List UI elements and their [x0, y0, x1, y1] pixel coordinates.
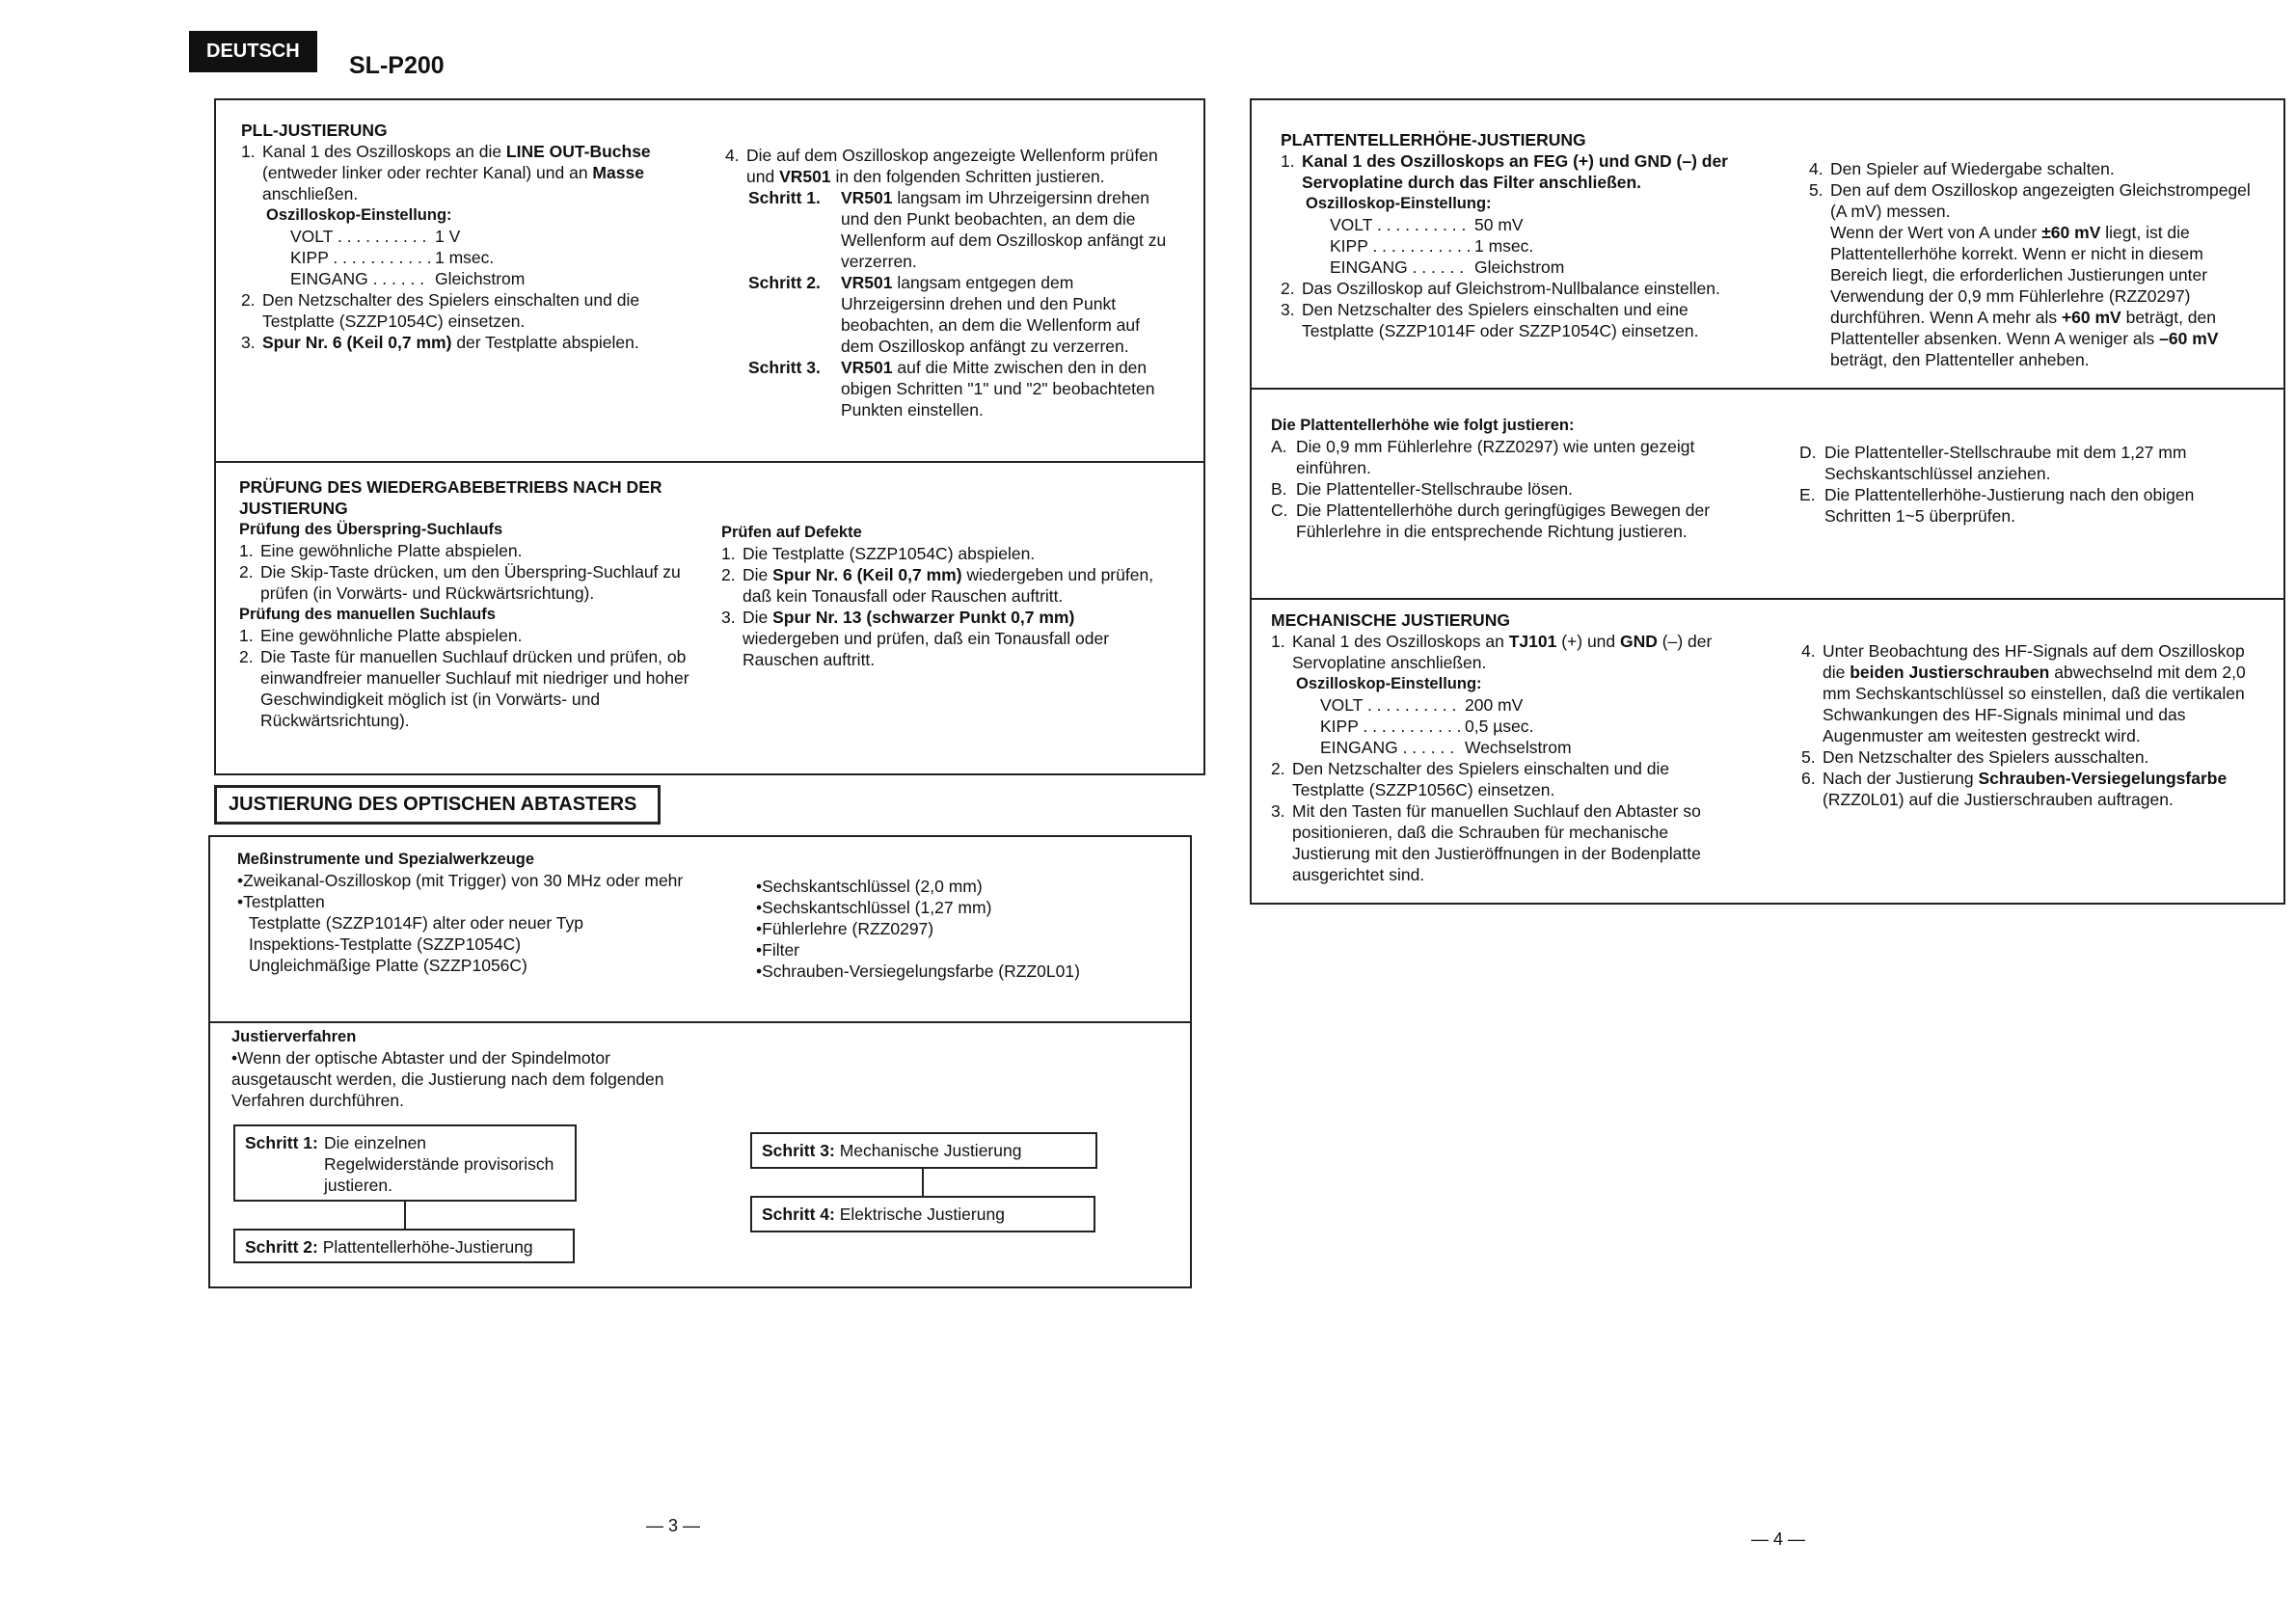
pruefung-sub1-item-2: 2. Die Skip-Taste drücken, um den Überspring-Suchlauf zu prüfen (in Vorwärts- und Rückwärtsrichtung). — [239, 562, 681, 603]
mech-item-5: 5. Den Netzschalter des Spielers ausschalten. — [1801, 747, 2149, 767]
page-number-right: — 4 — — [1751, 1529, 1806, 1549]
flow-connector-1-2 — [404, 1202, 406, 1229]
folgt-item-d: D. Die Plattenteller-Stellschraube mit dem 1,27 mm Sechskantschlüssel anziehen. — [1799, 443, 2187, 483]
mech-setting-volt: VOLT . . . . . . . . . . 200 mV — [1320, 695, 1524, 715]
procedure-text: •Wenn der optische Abtaster und der Spindelmotor ausgetauscht werden, die Justierung nach dem folgenden Verfahren durchführen. — [231, 1048, 664, 1110]
pruefung-sub3: Prüfen auf Defekte — [721, 524, 862, 541]
flow-step-4: Schritt 4: Elektrische Justierung — [750, 1196, 1095, 1232]
pll-step-1: Schritt 1. VR501 langsam im Uhrzeigersinn drehen und den Punkt beobachten, an dem die Wellenform auf dem Oszilloskop anfängt zu verzerren. — [748, 188, 1167, 271]
pll-item-4: 4. Die auf dem Oszilloskop angezeigte Wellenform prüfen und VR501 in den folgenden Schritten justieren. — [725, 146, 1158, 186]
plate-2: Inspektions-Testplatte (SZZP1054C) — [249, 934, 522, 954]
mech-right-column — [1801, 640, 2258, 810]
pll-scope-label: Oszilloskop-Einstellung: — [266, 206, 452, 224]
pll-title: PLL-JUSTIERUNG — [241, 121, 388, 140]
folgt-item-e: E. Die Plattentellerhöhe-Justierung nach den obigen Schritten 1~5 überprüfen. — [1799, 485, 2195, 526]
pll-item-2: 2. Den Netzschalter des Spielers einschalten und die Testplatte (SZZP1054C) einsetzen. — [241, 290, 640, 331]
pruefung-sub2-item-1: 1. Eine gewöhnliche Platte abspielen. — [239, 626, 523, 645]
tools-item-plates: •Testplatten — [237, 892, 325, 911]
mech-title: MECHANISCHE JUSTIERUNG — [1271, 610, 1510, 630]
hoehe-scope-label: Oszilloskop-Einstellung: — [1306, 195, 1492, 212]
folgt-title: Die Plattentellerhöhe wie folgt justieren: — [1271, 417, 1575, 434]
flow-step-1: Schritt 1: Die einzelnen Regelwiderstände provisorisch justieren. — [233, 1124, 577, 1202]
flow-step-2: Schritt 2: Plattentellerhöhe-Justierung — [233, 1229, 575, 1263]
flow-connector-3-4 — [922, 1169, 924, 1196]
pll-setting-kipp: KIPP . . . . . . . . . . . 1 msec. — [290, 248, 495, 267]
hoehe-setting-eingang: EINGANG . . . . . . Gleichstrom — [1330, 257, 1565, 277]
language-badge: DEUTSCH — [189, 31, 317, 72]
pruefung-sub2-item-2: 2. Die Taste für manuellen Suchlauf drücken und prüfen, ob einwandfreier manueller Suchlauf mit niedriger und hoher Geschwindigkeit möglich ist (in Vorwärts- und Rückwärtsrichtung). — [239, 647, 689, 730]
mech-item-4: 4. Unter Beobachtung des HF-Signals auf dem Oszilloskop die beiden Justierschrauben abwechselnd mit dem 2,0 mm Sechskantschlüssel so einstellen, daß die vertikalen Schwankungen des HF-Signals minimal und das Augenmuster am weitesten gestreckt wird. — [1801, 641, 2246, 745]
tools-right-column — [756, 876, 1180, 982]
pll-setting-eingang: EINGANG . . . . . . Gleichstrom — [290, 269, 526, 288]
model-title: SL-P200 — [349, 52, 445, 79]
tools-title: Meßinstrumente und Spezialwerkzeuge — [237, 851, 535, 868]
folgt-right-column — [1799, 442, 2258, 527]
mech-setting-eingang: EINGANG . . . . . . Wechselstrom — [1320, 738, 1572, 757]
pruefung-sub1: Prüfung des Überspring-Suchlaufs — [239, 521, 503, 538]
pruefung-sub3-item-1: 1. Die Testplatte (SZZP1054C) abspielen. — [721, 544, 1036, 563]
folgt-item-c: C. Die Plattentellerhöhe durch geringfügiges Bewegen der Fühlerlehre in die entsprechende Richtung justieren. — [1271, 501, 1711, 541]
mech-item-2: 2. Den Netzschalter des Spielers einschalten und die Testplatte (SZZP1056C) einsetzen. — [1271, 759, 1670, 799]
right-divider-2 — [1250, 598, 2285, 600]
hoehe-right-column — [1809, 158, 2258, 370]
mech-item-6: 6. Nach der Justierung Schrauben-Versiegelungsfarbe (RZZ0L01) auf die Justierschrauben auftragen. — [1801, 769, 2228, 809]
tools-item-sealant: •Schrauben-Versiegelungsfarbe (RZZ0L01) — [756, 961, 1080, 981]
plate-1: Testplatte (SZZP1014F) alter oder neuer Typ — [249, 913, 583, 933]
hoehe-item-3: 3. Den Netzschalter des Spielers einschalten und eine Testplatte (SZZP1014F oder SZZP1054C) einsetzen. — [1281, 300, 1699, 340]
pll-item-1: 1. Kanal 1 des Oszilloskops an die LINE OUT-Buchse (entweder linker oder rechter Kanal) und an Masse anschließen. — [241, 142, 651, 203]
mech-item-3: 3. Mit den Tasten für manuellen Suchlauf den Abtaster so positionieren, daß die Schrauben für mechanische Justierung mit den Justieröffnungen in der Bodenplatte ausgerichtet sind. — [1271, 801, 1701, 884]
pll-step-3: Schritt 3. VR501 auf die Mitte zwischen den in den obigen Schritten "1" und "2" beobachteten Punkten einstellen. — [748, 358, 1155, 420]
hoehe-item-1: 1. Kanal 1 des Oszilloskops an FEG (+) und GND (–) der Servoplatine durch das Filter anschließen. — [1281, 151, 1728, 192]
pll-step-2: Schritt 2. VR501 langsam entgegen dem Uhrzeigersinn drehen und den Punkt beobachten, an dem die Wellenform auf dem Oszilloskop anfängt zu verzerren. — [748, 273, 1141, 356]
mech-scope-label: Oszilloskop-Einstellung: — [1296, 675, 1482, 692]
pruefung-sub3-item-3: 3. Die Spur Nr. 13 (schwarzer Punkt 0,7 mm) wiedergeben und prüfen, daß ein Tonausfall oder Rauschen auftritt. — [721, 608, 1110, 669]
tools-item-hex-127: •Sechskantschlüssel (1,27 mm) — [756, 898, 992, 917]
page-number-left: — 3 — — [646, 1516, 701, 1535]
procedure-block — [231, 1026, 675, 1111]
pll-left-column — [241, 120, 694, 353]
pll-item-3: 3. Spur Nr. 6 (Keil 0,7 mm) der Testplatte abspielen. — [241, 333, 639, 352]
folgt-item-b: B. Die Plattenteller-Stellschraube lösen. — [1271, 479, 1573, 499]
hoehe-setting-volt: VOLT . . . . . . . . . . 50 mV — [1330, 215, 1524, 234]
tools-item-hex-20: •Sechskantschlüssel (2,0 mm) — [756, 877, 983, 896]
pruefung-right-column — [721, 522, 1175, 670]
hoehe-item-4: 4. Den Spieler auf Wiedergabe schalten. — [1809, 159, 2115, 178]
hoehe-item-2: 2. Das Oszilloskop auf Gleichstrom-Nullbalance einstellen. — [1281, 279, 1720, 298]
optisch-divider — [208, 1021, 1192, 1023]
tools-item-scope: •Zweikanal-Oszilloskop (mit Trigger) von 30 MHz oder mehr — [237, 871, 684, 890]
mech-item-1: 1. Kanal 1 des Oszilloskops an TJ101 (+) und GND (–) der Servoplatine anschließen. — [1271, 632, 1713, 672]
hoehe-title: PLATTENTELLERHÖHE-JUSTIERUNG — [1281, 130, 1586, 149]
hoehe-left-column — [1281, 129, 1734, 341]
flow-step-3: Schritt 3: Mechanische Justierung — [750, 1132, 1097, 1169]
pruefung-title: PRÜFUNG DES WIEDERGABEBETRIEBS NACH DER JUSTIERUNG — [239, 477, 662, 518]
mech-setting-kipp: KIPP . . . . . . . . . . . 0,5 µsec. — [1320, 717, 1534, 736]
pll-right-column — [725, 145, 1173, 420]
pruefung-left-column — [239, 476, 690, 731]
tools-item-feeler: •Fühlerlehre (RZZ0297) — [756, 919, 934, 938]
mech-left-column — [1271, 609, 1724, 885]
tools-item-filter: •Filter — [756, 940, 800, 960]
pruefung-sub1-item-1: 1. Eine gewöhnliche Platte abspielen. — [239, 541, 523, 560]
plate-3: Ungleichmäßige Platte (SZZP1056C) — [249, 956, 527, 975]
folgt-left-column — [1271, 415, 1726, 542]
pll-setting-volt: VOLT . . . . . . . . . . 1 V — [290, 227, 461, 246]
folgt-item-a: A. Die 0,9 mm Fühlerlehre (RZZ0297) wie unten gezeigt einführen. — [1271, 437, 1695, 477]
tools-left-column — [237, 849, 690, 976]
pruefung-sub3-item-2: 2. Die Spur Nr. 6 (Keil 0,7 mm) wiedergeben und prüfen, daß kein Tonausfall oder Rauschen auftritt. — [721, 565, 1154, 606]
procedure-title: Justierverfahren — [231, 1028, 357, 1045]
right-divider-1 — [1250, 388, 2285, 390]
section-divider — [214, 461, 1205, 463]
optisch-title: JUSTIERUNG DES OPTISCHEN ABTASTERS — [214, 785, 661, 825]
hoehe-item-5: 5. Den auf dem Oszilloskop angezeigten Gleichstrompegel (A mV) messen. Wenn der Wert von A under ±60 mV liegt, ist die Plattentellerhöhe korrekt. Wenn er nicht in diesem Bereich liegt, die erforderlichen Justierungen unter Verwendung der 0,9 mm Fühlerlehre (RZZ0297) durchführen. Wenn A mehr als +60 mV beträgt, den Plattenteller absenken. Wenn A weniger als –60 mV beträgt, den Plattenteller anheben. — [1809, 180, 2251, 369]
hoehe-setting-kipp: KIPP . . . . . . . . . . . 1 msec. — [1330, 236, 1534, 256]
pruefung-sub2: Prüfung des manuellen Suchlaufs — [239, 606, 496, 623]
